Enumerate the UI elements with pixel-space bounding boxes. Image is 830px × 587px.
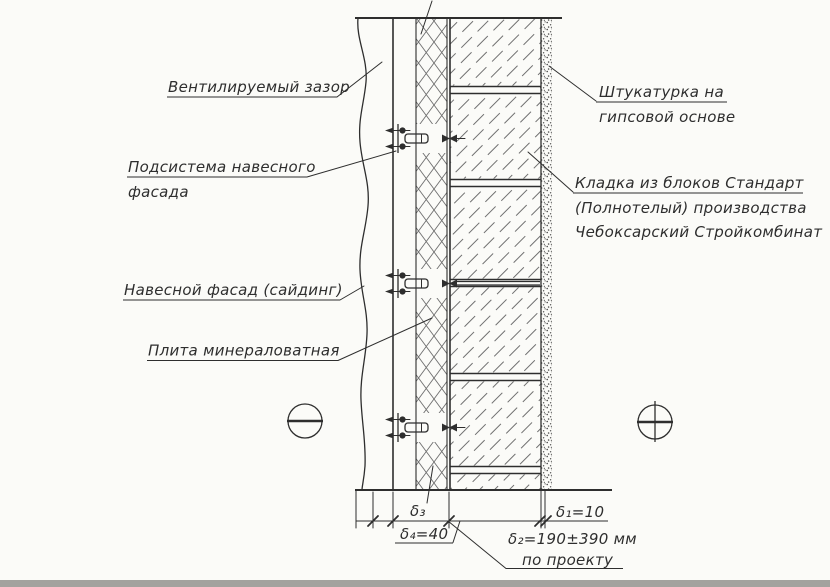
dim-d2-note: по проекту <box>522 551 614 569</box>
dim-d3: δ₃ <box>410 502 426 520</box>
dimension-extension-lines <box>356 490 545 528</box>
label-masonry-line3: Чебоксарский Стройкомбинат <box>575 223 823 241</box>
dim-d4: δ₄=40 <box>400 525 449 543</box>
label-siding: Навесной фасад (сайдинг) <box>124 281 343 299</box>
label-ventilated-gap: Вентилируемый зазор <box>168 78 350 96</box>
facade-bracket-middle <box>378 269 458 298</box>
plaster-layer <box>541 18 552 490</box>
label-masonry-line2: (Полнотелый) производства <box>575 199 807 217</box>
label-plaster-line1: Штукатурка на <box>599 83 724 101</box>
label-mineral-wool: Плита минераловатная <box>148 341 340 360</box>
label-subsystem-line2: фасада <box>128 183 189 201</box>
siding-wavy-line <box>358 18 369 490</box>
scan-edge-band <box>0 580 830 587</box>
datum-symbol-right <box>637 401 673 442</box>
label-subsystem-line1: Подсистема навесного <box>128 158 316 176</box>
datum-symbol-left <box>287 404 323 438</box>
dim-d1: δ₁=10 <box>556 503 605 521</box>
label-masonry-line1: Кладка из блоков Стандарт <box>575 174 804 192</box>
dim-d2: δ₂=190±390 мм <box>508 530 637 548</box>
label-plaster-line2: гипсовой основе <box>599 108 736 126</box>
